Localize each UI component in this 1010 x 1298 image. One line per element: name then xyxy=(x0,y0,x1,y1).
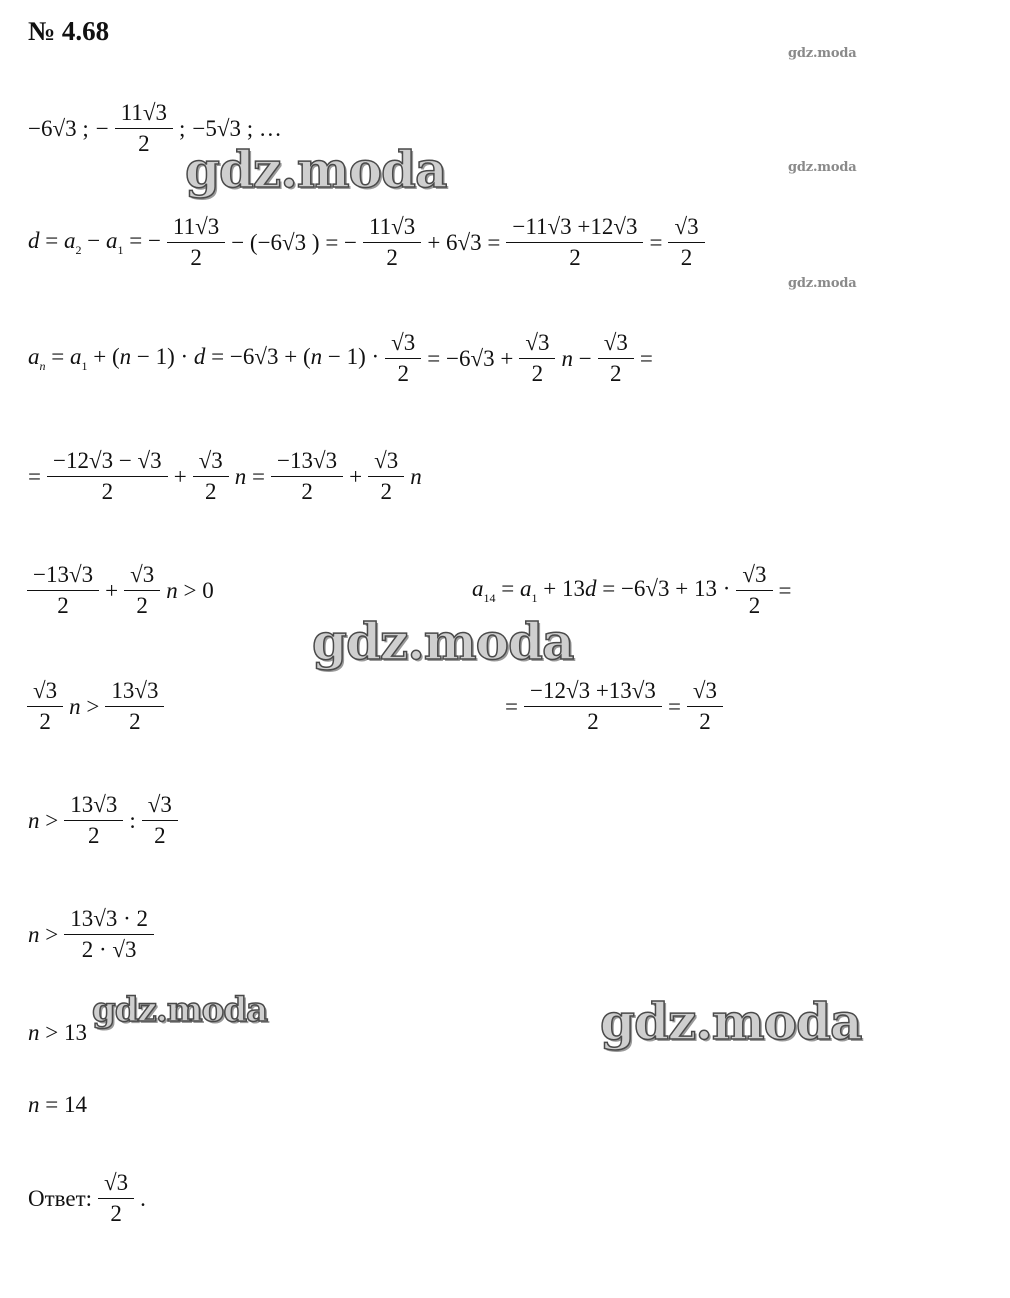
simplify-line: = $\frac{-12√3 - √3}{2}$ + $\frac{√3}{2}$ n = $\frac{-13√3}{2}$ + $\frac{√3}{2}$ n xyxy=(28,448,422,505)
watermark-small: gdz.moda xyxy=(788,276,857,291)
n-equals-line: n = 14 xyxy=(28,1092,87,1117)
watermark-small: gdz.moda xyxy=(788,46,857,61)
fraction-line: n > $\frac{13√3 \cdot 2}{2 \cdot √3}$ xyxy=(28,906,160,964)
n-greater-line: n > 13 xyxy=(28,1020,87,1045)
inequality-line: $\frac{-13√3}{2}$ + $\frac{√3}{2}$ n > 0 xyxy=(28,562,221,620)
nth-term-line: $a_n = a_1 + (n - 1) \cdot d = -6√3 + (n - 1)$ · $\frac{√3}{2}$ = −6√3 + $\frac{√3}{2}$ n − $\frac{√3}{2}$ = xyxy=(28,330,653,387)
watermark-large: gdz.moda xyxy=(92,990,268,1030)
difference-line: $d = a_2 - a_1$ = − $\frac{11√3}{2}$ − (−6√3 ) = − $\frac{11√3}{2}$ + 6√3 = $\frac{-11√3 +12√3}{2}$ = $\frac{√3}{2}$ xyxy=(28,214,711,272)
a14-line: $a_{14} = a_1 + 13d = -6√3 + 13$ · $\frac{√3}{2}$ = xyxy=(472,562,792,619)
problem-number: № 4.68 xyxy=(28,16,110,46)
answer-line: Ответ: $\frac{√3}{2}$ . xyxy=(28,1170,146,1227)
watermark-large: gdz.moda xyxy=(185,140,447,199)
a14-result-line: = $\frac{-12√3 +13√3}{2}$ = $\frac{√3}{2}$ xyxy=(505,678,729,736)
watermark-small: gdz.moda xyxy=(788,160,857,175)
inequality-line-2: $\frac{√3}{2}$ n > $\frac{13√3}{2}$ xyxy=(28,678,170,736)
watermark-large: gdz.moda xyxy=(600,992,862,1051)
answer-label: Ответ: xyxy=(28,1185,93,1211)
watermark-large: gdz.moda xyxy=(312,612,574,671)
sequence-line: −6√3 ; − $\frac{11√3}{2}$ ; −5√3 ; … xyxy=(28,100,282,157)
division-line: n > $\frac{13√3}{2}$ : $\frac{√3}{2}$ xyxy=(28,792,184,850)
